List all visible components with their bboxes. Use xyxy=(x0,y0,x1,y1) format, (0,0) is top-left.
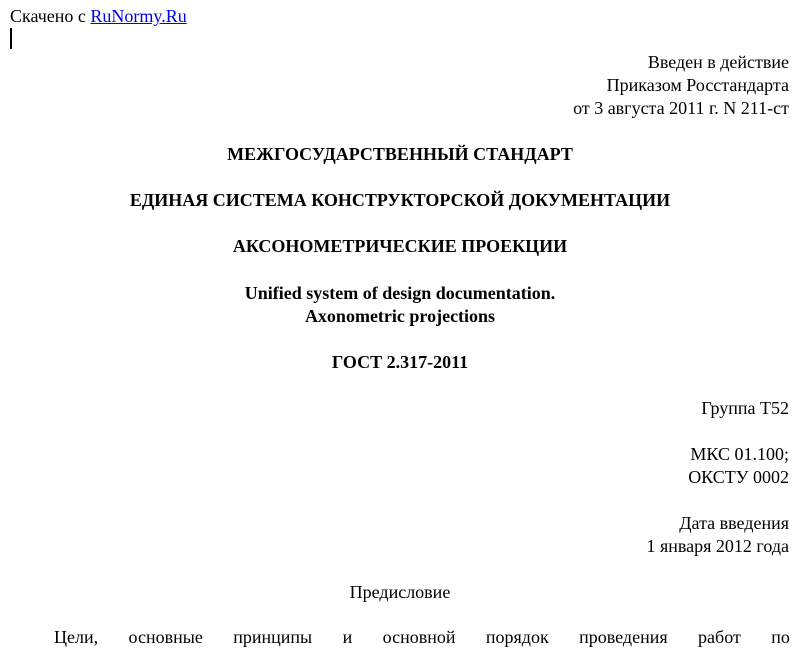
title-subject: АКСОНОМЕТРИЧЕСКИЕ ПРОЕКЦИИ xyxy=(232,236,568,256)
title-english-line-1: Unified system of design documentation. xyxy=(244,283,556,303)
foreword-word: по xyxy=(771,627,790,647)
foreword-word: основные xyxy=(128,627,203,647)
adoption-line-1: Введен в действие xyxy=(647,52,789,72)
group-code: Группа Т52 xyxy=(701,398,789,418)
foreword-word: проведения xyxy=(579,627,668,647)
foreword-word: и xyxy=(342,627,353,647)
okstu-code: ОКСТУ 0002 xyxy=(688,467,789,487)
intro-date-label: Дата введения xyxy=(679,513,789,533)
adoption-line-2: Приказом Росстандарта xyxy=(606,75,789,95)
source-prefix: Скачено с xyxy=(10,6,86,26)
title-system: ЕДИНАЯ СИСТЕМА КОНСТРУКТОРСКОЙ ДОКУМЕНТАЦИИ xyxy=(129,190,671,210)
foreword-word: основной xyxy=(382,627,456,647)
foreword-heading: Предисловие xyxy=(349,582,451,602)
mks-code: МКС 01.100; xyxy=(690,444,789,464)
intro-date-value: 1 января 2012 года xyxy=(646,536,789,556)
source-link[interactable]: RuNormy.Ru xyxy=(90,6,187,26)
foreword-first-line xyxy=(54,626,790,648)
foreword-word: работ xyxy=(698,627,741,647)
adoption-line-3: от 3 августа 2011 г. N 211-ст xyxy=(573,98,789,118)
text-cursor xyxy=(10,28,12,49)
title-english-line-2: Axonometric projections xyxy=(304,306,496,326)
standard-code: ГОСТ 2.317-2011 xyxy=(331,352,469,372)
title-interstate: МЕЖГОСУДАРСТВЕННЫЙ СТАНДАРТ xyxy=(227,144,573,164)
foreword-word: Цели, xyxy=(54,627,99,647)
foreword-word: порядок xyxy=(485,627,549,647)
source-line xyxy=(10,5,187,27)
foreword-word: принципы xyxy=(233,627,313,647)
